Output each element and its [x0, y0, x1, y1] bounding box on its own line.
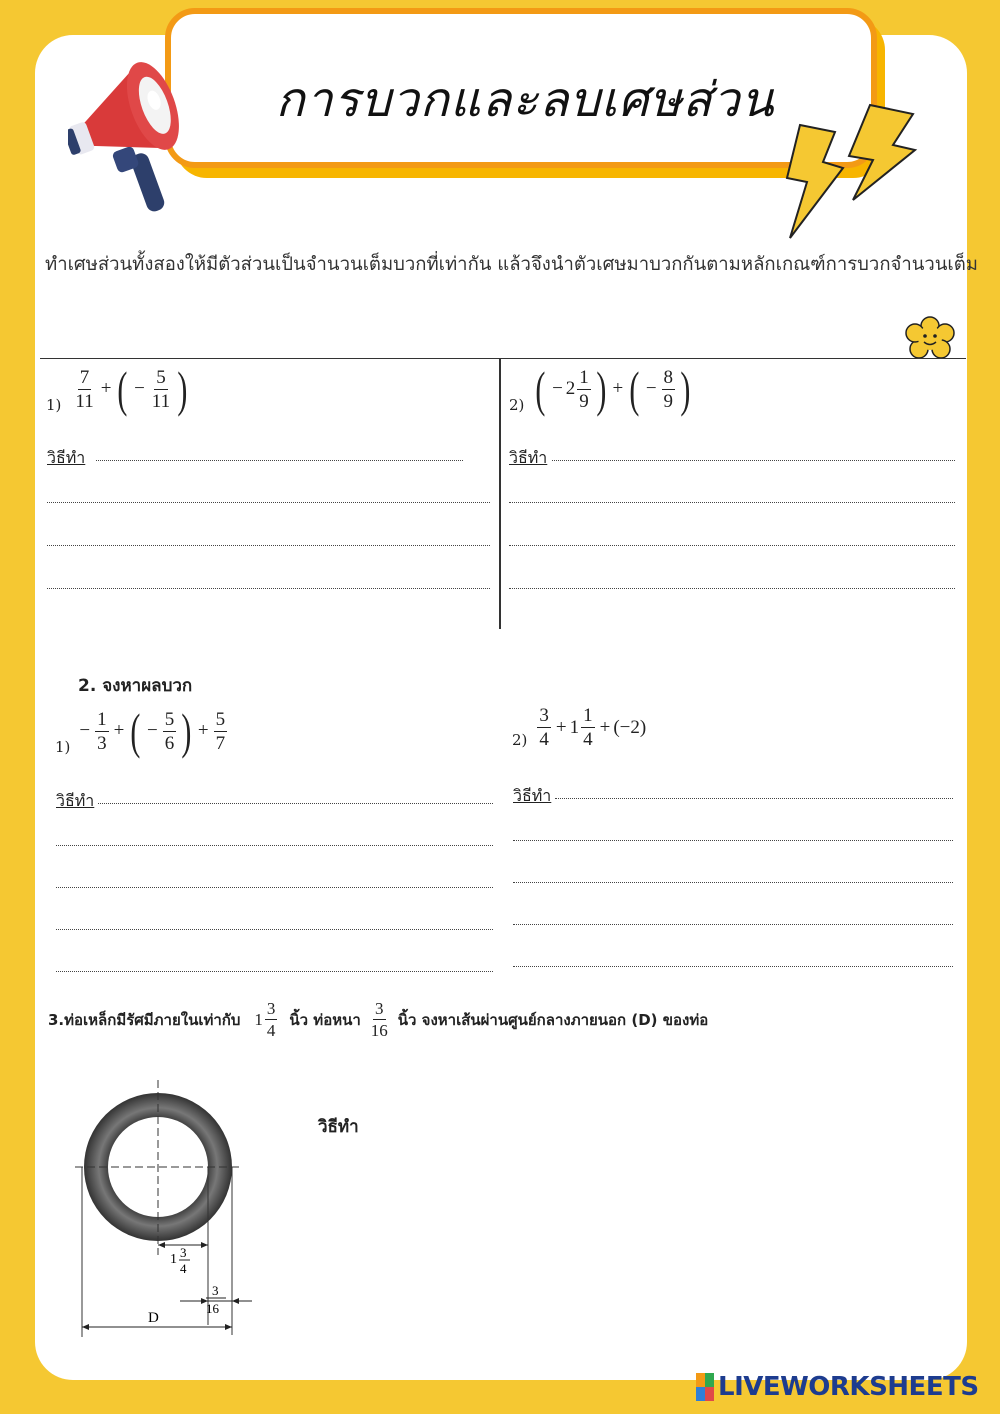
- pipe-diagram: [60, 1075, 270, 1350]
- svg-text:3: 3: [180, 1245, 187, 1260]
- s1-q1-fraction-b: $\frac{5}{11}$: [151, 366, 171, 412]
- s1-q2-number: 2): [509, 396, 525, 414]
- answer-line[interactable]: [555, 798, 953, 799]
- s1-q2-fraction-b: $\frac{8}{9}$: [663, 366, 674, 412]
- s1-q2-fraction-a: $\frac{1}{9}$: [579, 366, 589, 412]
- answer-line[interactable]: [509, 502, 955, 503]
- s2-q2-number: 2): [512, 731, 528, 749]
- s1-q1-method-label: วิธีทำ: [47, 448, 86, 467]
- radius-fraction: $\frac{3}{4}$: [266, 999, 276, 1040]
- table-divider: [499, 359, 501, 629]
- lightning-icon: [775, 100, 925, 245]
- answer-line[interactable]: [56, 845, 493, 846]
- s1-q1-fraction-a: $\frac{7}{11}$: [75, 366, 94, 412]
- s2-q2-fraction-a: $\frac{3}{4}$: [539, 705, 549, 750]
- s2-q1-number: 1): [55, 738, 71, 756]
- svg-text:4: 4: [180, 1261, 187, 1276]
- answer-line[interactable]: [513, 966, 953, 967]
- answer-line[interactable]: [47, 545, 490, 546]
- s1-q1-number: 1): [46, 396, 62, 414]
- answer-line[interactable]: [509, 545, 955, 546]
- answer-line[interactable]: [47, 502, 490, 503]
- answer-line[interactable]: [96, 460, 463, 461]
- answer-line[interactable]: [56, 887, 493, 888]
- instruction-text: ทำเศษส่วนทั้งสองให้มีตัวส่วนเป็นจำนวนเต็มบวกที่เท่ากัน แล้วจึงนำตัวเศษมาบวกกันตามหลักเกณฑ์การบวกจำนวนเต็ม: [45, 254, 978, 275]
- liveworksheets-brand: LIVEWORKSHEETS: [696, 1372, 979, 1402]
- s2-q2-fraction-b: $\frac{1}{4}$: [583, 705, 593, 750]
- answer-line[interactable]: [513, 924, 953, 925]
- s1-q2-method-label: วิธีทำ: [509, 448, 548, 467]
- liveworksheets-logo-icon: [696, 1373, 714, 1401]
- s1-q1-expression: 1) $\frac{7}{11}$ + ( − $\frac{5}{11}$ ): [46, 361, 188, 417]
- answer-line[interactable]: [552, 460, 955, 461]
- svg-text:3: 3: [212, 1283, 219, 1298]
- s2-q1-method-label: วิธีทำ: [56, 791, 95, 810]
- section3-question: 3.ท่อเหล็กมีรัศมีภายในเท่ากับ 1 $\frac{3}{4}$ นิ้ว ท่อหนา $\frac{3}{16}$ นิ้ว จงหาเส้นผ่านศูนย์กลางภายนอก (D) ของท่อ: [48, 999, 709, 1040]
- s2-q1-expression: 1) − $\frac{1}{3}$ + ( − $\frac{5}{6}$ ) + $\frac{5}{7}$: [55, 703, 226, 759]
- svg-text:1: 1: [170, 1252, 177, 1267]
- flower-smiley-icon: [905, 316, 955, 360]
- thickness-fraction: $\frac{3}{16}$: [370, 999, 388, 1040]
- answer-line[interactable]: [513, 840, 953, 841]
- s2-q2-method-label: วิธีทำ: [513, 786, 552, 805]
- answer-line[interactable]: [98, 803, 493, 804]
- answer-line[interactable]: [56, 971, 493, 972]
- s3-method-label: วิธีทำ: [318, 1117, 359, 1137]
- s2-q2-expression: 2) $\frac{3}{4}$ + 1 $\frac{1}{4}$ + (−2): [512, 705, 647, 750]
- page-title: การบวกและลบเศษส่วน: [275, 72, 775, 128]
- s2-q1-fraction-b: $\frac{5}{6}$: [164, 708, 175, 754]
- s2-q1-fraction-c: $\frac{5}{7}$: [215, 708, 226, 754]
- diameter-label: D: [148, 1310, 159, 1326]
- svg-text:16: 16: [206, 1301, 219, 1316]
- answer-line[interactable]: [56, 929, 493, 930]
- answer-line[interactable]: [47, 588, 490, 589]
- section2-heading: 2. จงหาผลบวก: [78, 676, 193, 696]
- answer-line[interactable]: [513, 882, 953, 883]
- s2-q1-fraction-a: $\frac{1}{3}$: [97, 708, 107, 754]
- megaphone-icon: [68, 48, 208, 228]
- s1-q2-expression: 2) ( − 2 $\frac{1}{9}$ ) + ( − $\frac{8}{9}$ ): [509, 361, 691, 417]
- answer-line[interactable]: [509, 588, 955, 589]
